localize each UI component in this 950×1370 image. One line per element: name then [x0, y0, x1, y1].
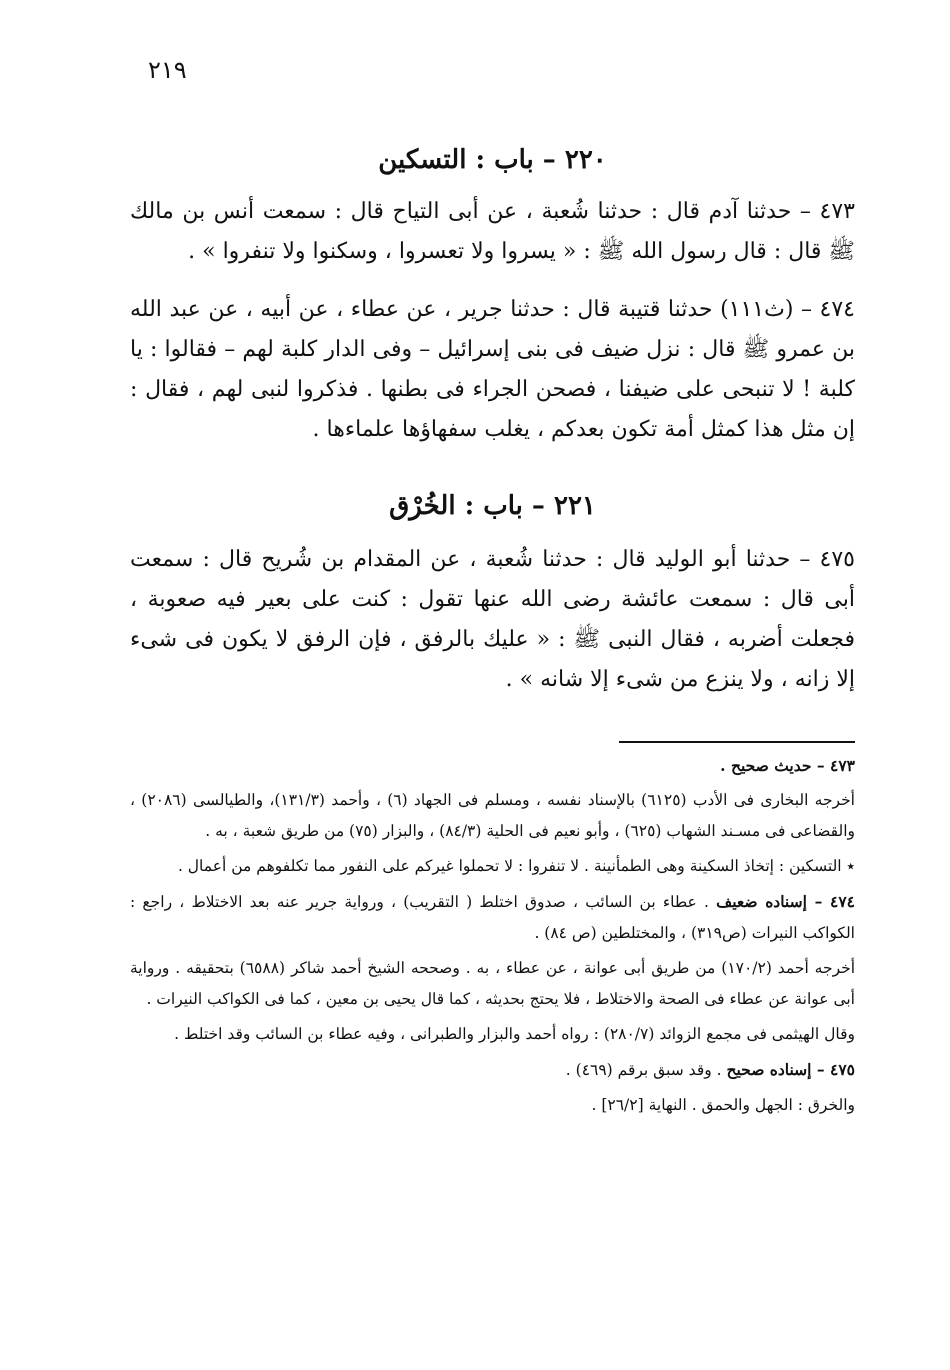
footnote-473-text: أخرجه البخارى فى الأدب (٦١٢٥) بالإسناد نفسه ، ومسلم فى الجهاد (٦) ، وأحمد (١٣١/٣)، والطيالسى (٢٠٨٦) ، والقضاعى فى مسـند الشهاب (٦٢٥) ، وأبو نعيم فى الحلية (٨٤/٣) ، والبزار (٧٥) من طريق شعبة ، به . [130, 791, 855, 840]
hadith-475: ٤٧٥ – حدثنا أبو الوليد قال : حدثنا شُعبة ، عن المقدام بن شُريح قال : سمعت أبى قال : سمعت عائشة رضى الله عنها تقول : كنت على بعير فيه صعوبة ، فجعلت أضربه ، فقال النبى ﷺ : « عليك بالرفق ، فإن الرفق لا يكون فى شىء إلا زانه ، ولا ينزع من شىء إلا شانه » . [130, 547, 855, 692]
footnote-474-grade: ٤٧٤ – إسناده ضعيف [716, 892, 855, 911]
page-number: ٢١٩ [148, 56, 187, 84]
footnote-474-text: أخرجه أحمد (١٧٠/٢) من طريق أبى عوانة ، عن عطاء ، به . وصححه الشيخ أحمد شاكر (٦٥٨٨) بتحقيقه . ورواية أبى عوانة عن عطاء فى الصحة والاختلاط ، فلا يحتج بحديثه ، كما قال يحيى بن معين ، كما فى الكواكب النيرات . [130, 959, 856, 1008]
footnote-475-heading [130, 1054, 855, 1086]
hadith-473: ٤٧٣ – حدثنا آدم قال : حدثنا شُعبة ، عن أبى التياح قال : سمعت أنس بن مالك ﷺ قال : قال رسول الله ﷺ : « يسروا ولا تعسروا ، وسكنوا ولا تنفروا » . [130, 199, 855, 264]
footnote-473-gloss: ٭ التسكين : إتخاذ السكينة وهى الطمأنينة . لا تنفروا : لا تحملوا غيركم على النفور مما تكلفوهم من أعمال . [177, 857, 855, 875]
hadith-474: ٤٧٤ – (ث١١١) حدثنا قتيبة قال : حدثنا جرير ، عن عطاء ، عن أبيه ، عن عبد الله بن عمرو ﷺ قال : نزل ضيف فى بنى إسرائيل – وفى الدار كلبة لهم – فقالوا : يا كلبة ! لا تنبحى على ضيفنا ، فصحن الجراء فى بطنها . فذكروا لنبى لهم ، فقال : إن مثل هذا كمثل أمة تكون بعدكم ، يغلب سفهاؤها علماءها . [130, 297, 855, 442]
chapter-heading-221: ٢٢١ – باب : الخُرْق [389, 491, 596, 521]
chapter-heading-220: ٢٢٠ – باب : التسكين [378, 145, 607, 175]
footnote-474-heading-rest: . عطاء بن السائب ، صدوق اختلط ( التقريب) ، ورواية جرير عنه بعد الاختلاط ، راجع : الكواكب النيرات (ص٣١٩) ، والمختلطين (ص ٨٤) . [130, 893, 855, 942]
footnote-474-haythami: وقال الهيثمى فى مجمع الزوائد (٢٨٠/٧) : رواه أحمد والبزار والطبرانى ، وفيه عطاء بن السائب وقد اختلط . [174, 1025, 855, 1043]
footnote-474-heading [130, 886, 855, 949]
footnote-473-heading: ٤٧٣ – حديث صحيح . [720, 756, 855, 775]
footnote-475-gloss: والخرق : الجهل والحمق . النهاية [٢٦/٢] . [591, 1096, 855, 1114]
footnote-separator [619, 741, 855, 743]
footnote-475-grade: ٤٧٥ – إسناده صحيح [726, 1060, 855, 1079]
footnote-475-heading-rest: . وقد سبق برقم (٤٦٩) . [565, 1061, 727, 1079]
footnotes [130, 750, 855, 1125]
